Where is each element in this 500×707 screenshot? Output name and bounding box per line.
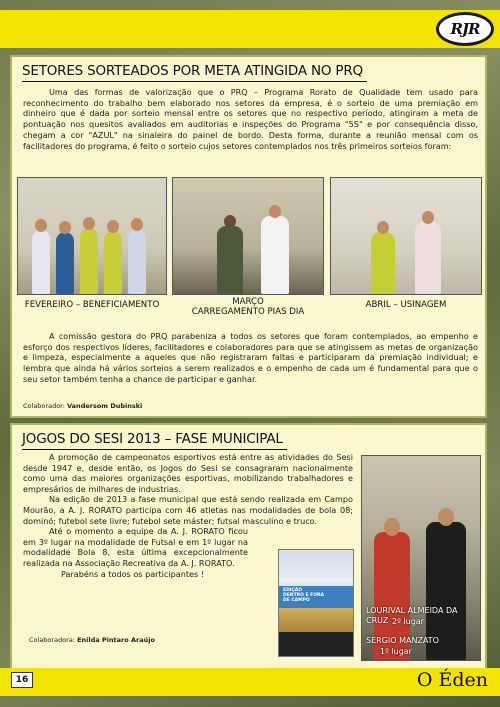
article-credit [29,636,155,644]
article-credit [23,402,142,410]
article-sesi [10,423,487,670]
poster-text: EDIÇÃO DENTRO E FORA DE CAMPO [283,588,324,603]
caption-march: MARÇO CARREGAMENTO PIAS DIA [191,297,305,317]
credit-name: Vandersom Dubinski [67,402,143,410]
athlete-1-place: 2º lugar [392,617,424,626]
page-number: 16 [11,672,33,688]
header-bar [0,10,500,48]
paragraph: Até o momento a equipe da A. J. RORATO ficou em 3º lugar na modalidade de Futsal e em 1º lugar na modalidade Bola 8, esta última excepcionalmente realizada na Associação Recreativa da A. J. RORATO. [23,526,248,568]
photo-april [330,177,482,295]
credit-label: Colaborador: [23,402,65,410]
athlete-2-name: SERGIO MANZATO [366,636,439,645]
caption-february: FEVEREIRO – BENEFICIAMENTO [24,300,160,310]
sesi-poster [278,549,354,657]
article-prq [10,55,487,418]
magazine-name: O Éden [416,669,488,691]
company-logo: RJR [436,12,494,46]
credit-label: Colaboradora: [29,636,76,644]
photo-february [17,177,167,295]
photo-athletes [361,455,481,661]
article-title: JOGOS DO SESI 2013 – FASE MUNICIPAL [22,431,283,447]
article-closing: A comissão gestora do PRQ parabeniza a todos os setores que foram contemplados, ao empenho e esforço dos respectivos líderes, facilitadores e colaboradores para que se atingissem as metas de organização e limpeza, especialmente a aqueles que não registraram faltas e participaram da premiação individual; e lembra que ainda há vários sorteios a serem realizados e o empenho de cada um é fundamental para que o seu setor também tenha a chance de participar e ganhar. [23,331,478,384]
athlete-2-place: 1º lugar [380,647,412,656]
paragraph: A promoção de campeonatos esportivos está entre as atividades do Sesi desde 1947 e, desde então, os Jogos do Sesi se consagraram nacionalmente como uma das maiores organizações esportivas, mobilizando trabalhadores e empresários de milhares de industrias. [23,452,353,494]
paragraph: Parabéns a todos os participantes ! [61,568,205,579]
article-title: SETORES SORTEADOS POR META ATINGIDA NO PRQ [22,63,363,79]
paragraph: Na edição de 2013 a fase municipal que está sendo realizada em Campo Mourão, a A. J. RORATO participa com 46 atletas nas modalidades de bola 08; dominó; futebol sete livre; futebol sete máster; futsal masculino e truco. [23,494,353,526]
credit-name: Enilda Pintaro Araújo [77,636,155,644]
caption-april: ABRIL – USINAGEM [365,300,447,310]
athlete-1-name: LOURIVAL ALMEIDA DA CRUZ [366,606,458,625]
article-intro: Uma das formas de valorização que o PRQ – Programa Rorato de Qualidade tem usado para reconhecimento do trabalho bem elaborado nos setores da empresa, é o sorteio de uma premiação em dinheiro que é dada por sorteio mensal entre os setores que no respectivo período, atingiram a meta de pontuação nos quesitos avaliados em auditorias e inspeções do Programa "5S" e por consequência disso, chegam a cor "AZUL" na sinaleira do painel de bordo. Desta forma, durante a reunião mensal com os facilitadores do programa, é feito o sorteio cujos setores contemplados nos três primeiros sorteios foram: [23,87,478,151]
photo-march [172,177,324,295]
